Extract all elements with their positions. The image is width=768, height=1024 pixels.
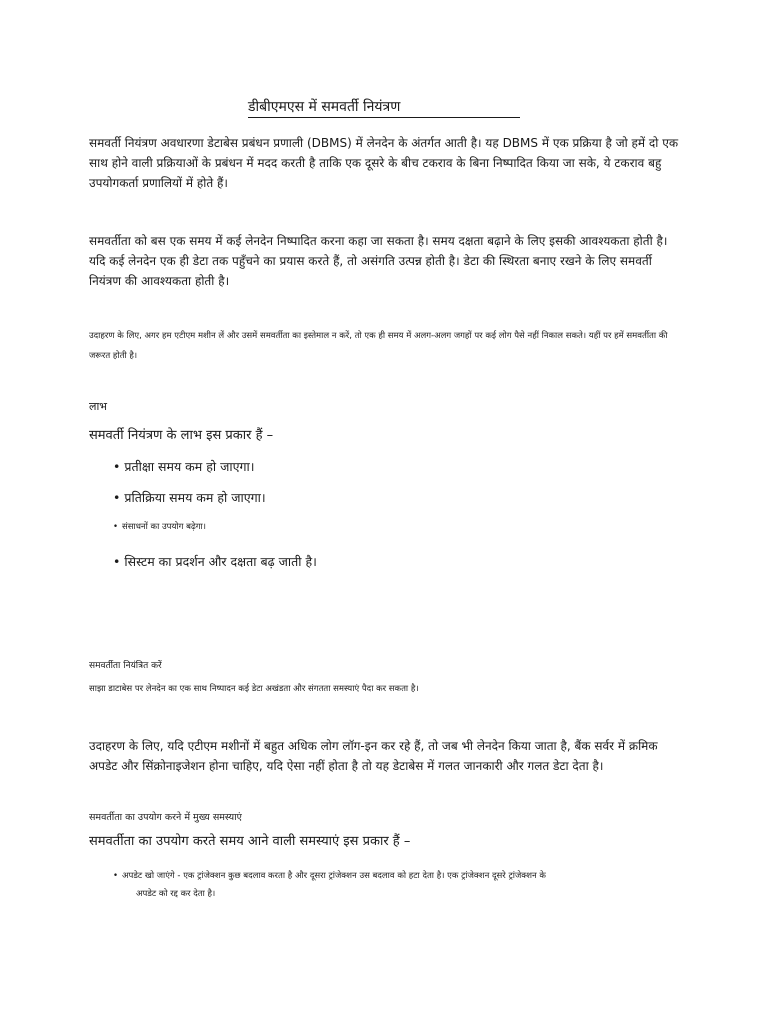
atm-example-paragraph: उदाहरण के लिए, अगर हम एटीएम मशीन लें और उसमें समवर्तीता का इस्तेमाल न करें, तो एक ही समय में अलग-अलग जगहों पर कई लोग पैसे नहीं निकाल सकते। यहीं पर हमें समवर्तीता की जरूरत होती है। [89, 331, 668, 361]
bullet-icon: • [113, 459, 121, 474]
benefit-text: सिस्टम का प्रदर्शन और दक्षता बढ़ जाती है। [124, 554, 317, 569]
benefits-intro: समवर्ती नियंत्रण के लाभ इस प्रकार हैं – [89, 428, 274, 443]
document-title: डीबीएमएस में समवर्ती नियंत्रण [248, 97, 520, 118]
benefit-item [113, 457, 255, 477]
concurrency-definition-paragraph: समवर्तीता को बस एक समय में कई लेनदेन निष्पादित करना कहा जा सकता है। समय दक्षता बढ़ाने के लिए इसकी आवश्यकता होती है। यदि कई लेनदेन एक ही डेटा तक पहुँचने का प्रयास करते हैं, तो असंगति उत्पन्न होती है। डेटा की स्थिरता बनाए रखने के लिए समवर्ती नियंत्रण की आवश्यकता होती है। [89, 234, 668, 288]
benefit-item [113, 552, 317, 572]
bullet-icon: • [113, 522, 119, 532]
problems-intro: समवर्तीता का उपयोग करते समय आने वाली समस्याएं इस प्रकार हैं – [89, 834, 411, 849]
problem-text-line2: अपडेट को रद्द कर देता है। [136, 889, 216, 899]
intro-paragraph: समवर्ती नियंत्रण अवधारणा डेटाबेस प्रबंधन प्रणाली (DBMS) में लेनदेन के अंतर्गत आती है। यह DBMS में एक प्रक्रिया है जो हमें दो एक साथ होने वाली प्रक्रियाओं के प्रबंधन में मदद करती है ताकि एक दूसरे के बीच टकराव के बिना निष्पादित किया जा सके, ये टकराव बहु उपयोगकर्ता प्रणालियों में होते हैं। [89, 136, 679, 190]
bullet-icon: • [113, 554, 121, 569]
atm-login-example-paragraph: उदाहरण के लिए, यदि एटीएम मशीनों में बहुत अधिक लोग लॉग-इन कर रहे हैं, तो जब भी लेनदेन किया जाता है, बैंक सर्वर में क्रमिक अपडेट और सिंक्रोनाइजेशन होना चाहिए, यदि ऐसा नहीं होता है तो यह डेटाबेस में गलत जानकारी और गलत डेटा देता है। [89, 739, 658, 773]
control-heading: समवर्तीता नियंत्रित करें [89, 661, 162, 671]
problem-item [113, 867, 673, 903]
problem-text-line1: अपडेट खो जाएंगे - एक ट्रांजेक्शन कुछ बदलाव करता है और दूसरा ट्रांजेक्शन उस बदलाव को हटा देता है। एक ट्रांजेक्शन दूसरे ट्रांजेक्शन के [122, 871, 546, 881]
benefit-text: संसाधनों का उपयोग बढ़ेगा। [122, 522, 206, 532]
benefits-heading: लाभ [89, 400, 108, 413]
benefit-text: प्रतीक्षा समय कम हो जाएगा। [124, 459, 255, 474]
control-text: साझा डाटाबेस पर लेनदेन का एक साथ निष्पादन कई डेटा अखंडता और संगतता समस्याएं पैदा कर सकता है। [89, 684, 419, 694]
benefit-item [113, 488, 266, 508]
problems-heading: समवर्तीता का उपयोग करने में मुख्य समस्याएं [89, 812, 242, 823]
bullet-icon: • [113, 871, 119, 881]
benefit-item [113, 518, 206, 536]
bullet-icon: • [113, 490, 121, 505]
benefit-text: प्रतिक्रिया समय कम हो जाएगा। [124, 490, 266, 505]
